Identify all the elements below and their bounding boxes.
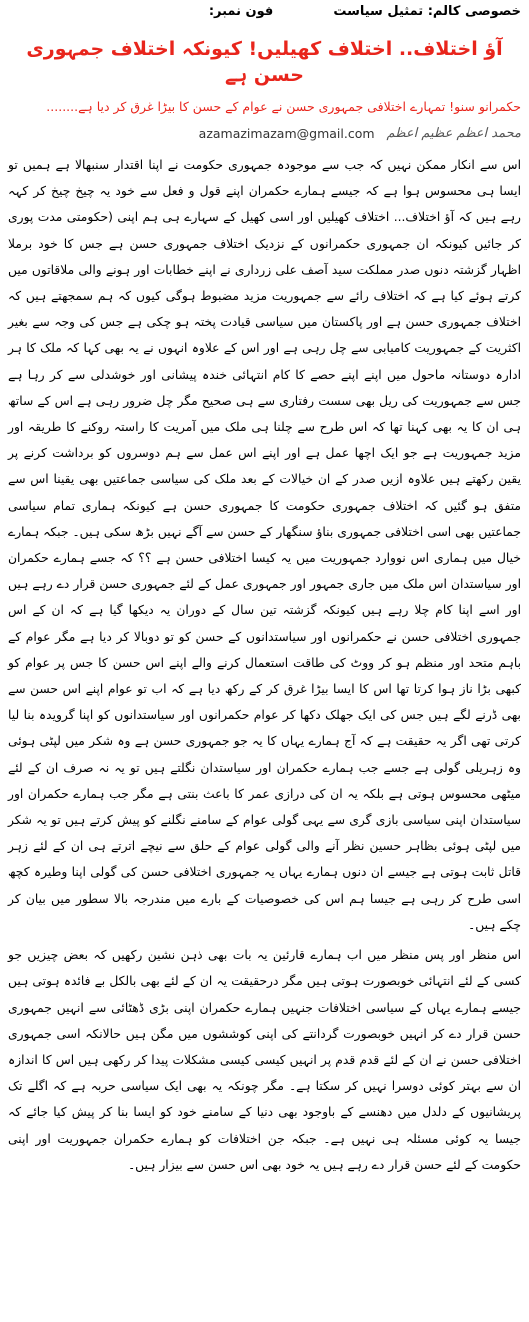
author-name: محمد اعظم عظیم اعظم	[386, 125, 521, 141]
column-label: خصوصی کالم: تمثیل سیاست	[333, 4, 521, 19]
headline: آؤ اختلاف.. اختلاف کھیلیں! کیونکہ اختلاف جمہوری حسن ہے	[26, 38, 503, 86]
subheadline: حکمرانو سنو! تمہارے اختلافی جمہوری حسن نے عوام کے حسن کا بیڑا غرق کر دیا ہے........	[46, 99, 521, 114]
paragraph-2: اس منظر اور پس منظر میں اب ہمارے قارئین یہ بات بھی ذہن نشین رکھیں کہ بعض چیزیں جو کسی کے لئے انتہائی خوبصورت ہوتی ہیں مگر درحقیقت یہ ان کے لئے بھی بالکل بے فائدہ ہوتی ہیں جیسے ہمارے یہاں کے سیاسی اختلافات جنہیں ہمارے حکمران اپنی بڑی ڈھٹائی سے انہیں جمہوری حسن قرار دے کر انہیں خوبصورت گردانتے کی اپنی کوششوں میں مگن ہیں حالانکہ اسی جمہوری اختلافی حسن نے ان کے لئے قدم قدم پر انہیں کیسی کیسی مشکلات پیدا کر رکھی ہیں اس کا اندازہ ان سے بہتر کوئی دوسرا نہیں کر سکتا ہے۔ مگر چونکہ یہ بھی ایک سیاسی حربہ ہے کہ اگلے تک پریشانیوں کے دلدل میں دھنسے کے باوجود بھی دنیا کے سامنے خود کو ایسا بنا کر پیش کیا جائے کہ جیسا یہ کوئی مسئلہ ہی نہیں ہے۔ جبکہ جن اختلافات کو ہمارے حکمران جمہوریت اور اپنی حکومت کے لئے حسن قرار دے رہے ہیں یہ خود بھی اس حسن سے بیزار ہیں۔	[8, 948, 521, 1172]
paragraph-1: اس سے انکار ممکن نہیں کہ جب سے موجودہ جمہوری حکومت نے اپنا اقتدار سنبھالا ہے ہمیں تو ایسا ہی محسوس ہوا ہے کہ جیسے ہمارے حکمران اپنے قول و فعل سے خود یہ چیخ چیخ کر کہہ رہے ہیں کہ آؤ اختلاف... اختلاف کھیلیں اور اسی کھیل کے سہارے ہی ہم اپنی (حکومتی مدت پوری کر جائیں کیونکہ ان جمہوری حکمرانوں کے نزدیک اختلاف جمہوری حسن ہے جس کا خود برملا اظہار گزشتہ دنوں صدر مملکت سید آصف علی زرداری نے اپنے خطابات اور ہونے والی ملاقاتوں میں کرتے ہوئے کیا ہے کہ اختلاف رائے سے جمہوریت مزید مضبوط ہوگی کیوں کہ ہم سمجھتے ہیں کہ اختلاف جمہوری حسن ہے اور پاکستان میں سیاسی قیادت پختہ ہو چکی ہے جس کی وجہ سے بغیر اکثریت کے جمہوریت کامیابی سے چل رہی ہے اور اس کے علاوہ انہوں نے یہ بھی کہا کہ ملک کا ہر ادارہ دوستانہ ماحول میں اپنے اپنے حصے کا کام انتہائی خندہ پیشانی اور خوشدلی سے کر رہا ہے جس سے جمہوریت کی ریل بھی سست رفتاری سے ہی صحیح مگر چل ضرور رہی ہے اس کے ساتھ ہی ان کا یہ بھی کہنا تھا کہ اس طرح سے چلنا ہی ملک میں آمریت کا راستہ روکنے کا طریقہ اور مزید جمہوریت ہے جو ایک اچھا عمل ہے اور اپنے اس عمل سے ہم دوسروں کو برداشت کرنے پر یقین رکھتے ہیں علاوہ ازیں صدر کے ان خیالات کے بعد ملک کی سیاسی جماعتیں بھی یقینا اس سے متفق ہو گئیں کہ اختلاف جمہوری حکومت کا جمہوری حسن ہے کیونکہ ہماری تمام سیاسی جماعتیں بھی اسی اختلافی جمہوری بناؤ سنگھار کے حسن سے آگے نہیں بڑھ سکی ہیں۔ جبکہ ہمارے خیال میں ہماری اس نووارد جمہوریت میں یہ کیسا اختلافی حسن ہے ؟؟ کہ جسے ہمارے حکمران اور سیاستدان اس ملک میں جاری جمہور اور جمہوری عمل کے لئے جمہوری حسن قرار دے رہے ہیں اور اسے اپنا کام چلا رہے ہیں کیونکہ گزشتہ تین سال کے دوران یہ دیکھا گیا ہے کہ ان کے اس جمہوری اختلافی حسن نے حکمرانوں اور سیاستدانوں کے حسن کو تو دوبالا کر دیا ہے مگر عوام کے باہم متحد اور منظم ہو کر ووٹ کی طاقت استعمال کرنے والے اپنے اس حسن کا جس پر عوام کو کبھی بڑا ناز ہوا کرتا تھا اس کا ایسا بیڑا غرق کر کے رکھ دیا ہے کہ اب تو عوام اپنے اس حسن سے بھی ڈرنے لگے ہیں جس کی ایک جھلک دکھا کر عوام حکمرانوں اور سیاستدانوں کو اپنا گرویدہ بنا لیا کرتی تھی اگر یہ حقیقت ہے کہ آج ہمارے یہاں کا یہ جو جمہوری حسن ہے وہ شکر میں لپٹی ہوئی وہ زہریلی گولی ہے جسے جب ہمارے حکمران اور سیاستدان نگلتے ہیں تو یہ نہ صرف ان کے لئے میٹھی محسوس ہوتی ہے بلکہ یہ ان کی درازی عمر کا باعث بنتی ہے مگر جب ہمارے حکمران اور سیاستدان اپنی سیاسی بازی گری سے یہی گولی عوام کے سامنے نگلنے کو پیش کرتے ہیں تو یہ شکر میں لپٹی ہوئی بظاہر حسین نظر آنے والی گولی عوام کے حلق سے نیچے اترتے ہی ان کے لئے زہر قاتل ثابت ہوتی ہے جیسے ان دنوں ہمارے یہاں یہ جمہوری اختلافی حسن کی گولی اپنا وطیرہ کچھ اسی طرح کر رہی ہے جیسا ہم اس کی خصوصیات کے بارے میں مندرجہ بالا سطور میں بیان کر چکے ہیں۔	[8, 158, 521, 932]
phone-label: فون نمبر:	[208, 4, 274, 19]
article-body	[8, 152, 521, 1178]
byline	[8, 120, 521, 146]
author-email[interactable]: azamazimazam@gmail.com	[198, 125, 375, 141]
column-header	[8, 4, 521, 26]
